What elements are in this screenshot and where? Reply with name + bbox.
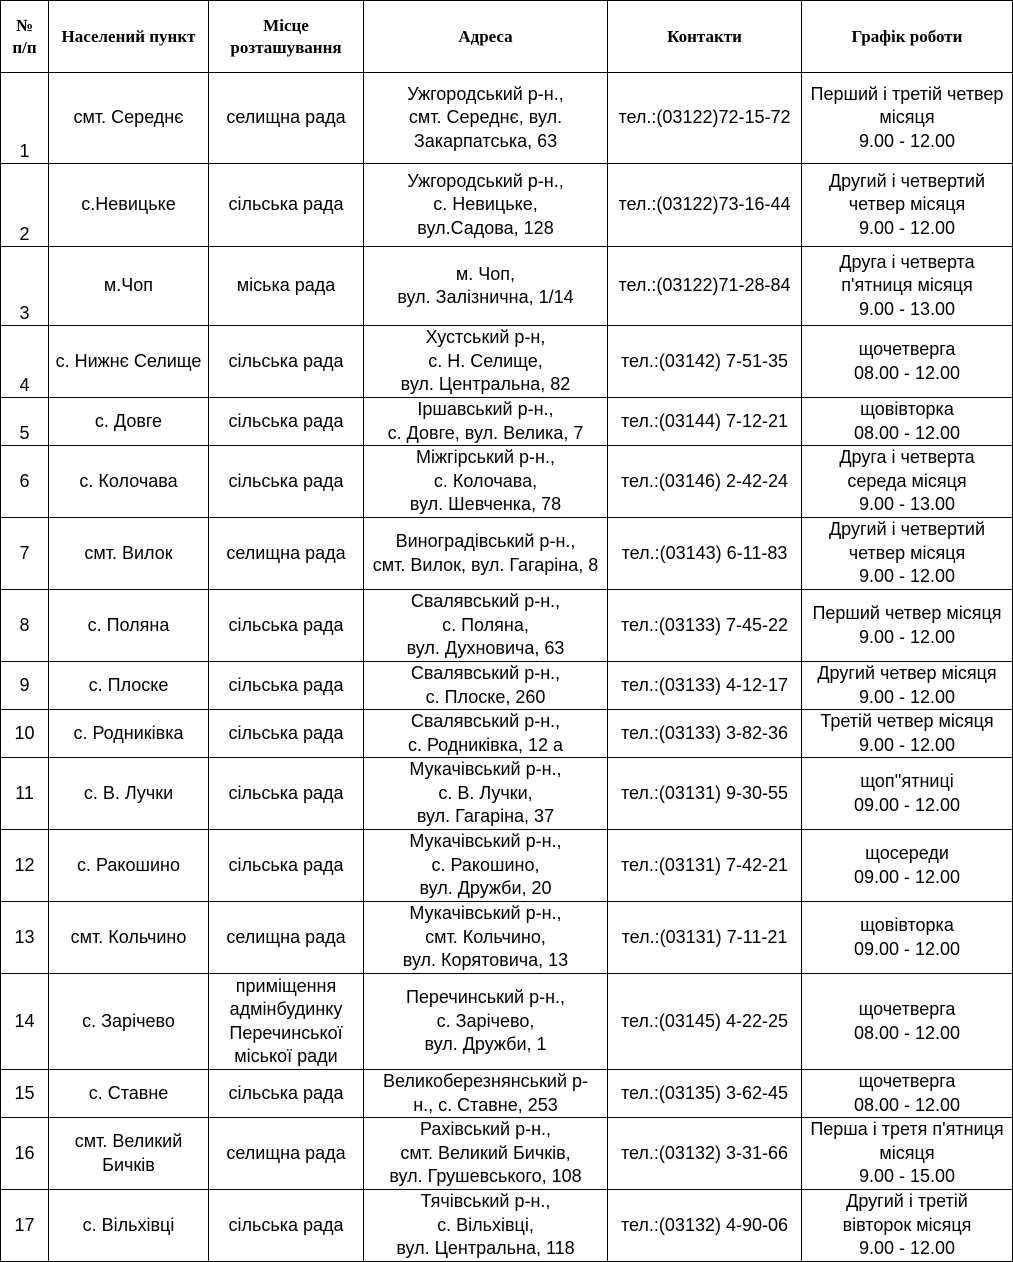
cell-location xyxy=(209,247,364,326)
cell-address xyxy=(364,1118,608,1190)
cell-location xyxy=(209,446,364,518)
contacts-text: тел.:(03132) 4-90-06 xyxy=(620,1214,789,1235)
address-text: м. Чоп, вул. Залізнична, 1/14 xyxy=(397,263,574,307)
address-text: Перечинський р-н., с. Зарічево, вул. Дружби, 1 xyxy=(405,987,566,1055)
cell-address xyxy=(364,590,608,662)
cell-num xyxy=(1,758,49,830)
settlement-text: смт. Середнє xyxy=(73,107,184,128)
cell-schedule xyxy=(802,247,1013,326)
cell-address xyxy=(364,710,608,758)
location-text: сільська рада xyxy=(228,1214,344,1235)
cell-settlement xyxy=(49,326,209,398)
num-text: 7 xyxy=(19,542,30,563)
cell-schedule xyxy=(802,326,1013,398)
location-text: селищна рада xyxy=(226,1142,346,1163)
settlement-text: смт. Кольчино xyxy=(70,926,187,947)
cell-location xyxy=(209,326,364,398)
schedule-text: Друга і четверта середа місяця 9.00 - 13.00 xyxy=(839,447,975,515)
address-text: Хустський р-н, с. Н. Селище, вул. Центральна, 82 xyxy=(400,327,571,395)
table-row xyxy=(1,446,1013,518)
schedule-text: Другий і третій вівторок місяця 9.00 - 12.00 xyxy=(842,1191,972,1259)
cell-address xyxy=(364,1190,608,1262)
cell-contacts xyxy=(608,518,802,590)
cell-num xyxy=(1,518,49,590)
cell-address xyxy=(364,446,608,518)
table-row xyxy=(1,758,1013,830)
schedule-text: Перший і третій четвер місяця 9.00 - 12.00 xyxy=(810,83,1004,151)
cell-settlement xyxy=(49,247,209,326)
cell-settlement xyxy=(49,758,209,830)
settlement-text: с. Вільхівці xyxy=(82,1214,175,1235)
cell-schedule xyxy=(802,830,1013,902)
cell-location xyxy=(209,1118,364,1190)
settlement-text: смт. Вилок xyxy=(84,542,173,563)
cell-contacts xyxy=(608,1118,802,1190)
address-text: Ужгородський р-н., смт. Середнє, вул. Закарпатська, 63 xyxy=(407,83,564,151)
cell-location xyxy=(209,1070,364,1118)
num-text: 14 xyxy=(14,1010,35,1031)
num-text: 9 xyxy=(19,674,30,695)
cell-contacts xyxy=(608,590,802,662)
header-contacts: Контакти xyxy=(608,1,802,73)
settlement-text: с. Поляна xyxy=(87,614,170,635)
cell-location xyxy=(209,974,364,1070)
schedule-text: Перший четвер місяця 9.00 - 12.00 xyxy=(812,603,1002,647)
header-row xyxy=(1,1,1013,73)
cell-num xyxy=(1,590,49,662)
table-row xyxy=(1,247,1013,326)
num-text: 12 xyxy=(14,854,35,875)
contacts-text: тел.:(03122)72-15-72 xyxy=(618,107,791,128)
header-schedule: Графік роботи xyxy=(802,1,1013,73)
contacts-text: тел.:(03143) 6-11-83 xyxy=(621,542,788,563)
cell-address xyxy=(364,662,608,710)
table-row xyxy=(1,518,1013,590)
contacts-text: тел.:(03145) 4-22-25 xyxy=(620,1010,789,1031)
cell-num xyxy=(1,830,49,902)
cell-schedule xyxy=(802,1190,1013,1262)
cell-settlement xyxy=(49,662,209,710)
num-text: 16 xyxy=(14,1142,35,1163)
contacts-text: тел.:(03133) 7-45-22 xyxy=(620,614,789,635)
settlement-text: с. Ракошино xyxy=(77,854,180,875)
header-settlement: Населений пункт xyxy=(49,1,209,73)
address-text: Міжгірський р-н., с. Колочава, вул. Шевченка, 78 xyxy=(409,447,562,515)
cell-num xyxy=(1,247,49,326)
settlement-text: с. Родниківка xyxy=(73,722,184,743)
cell-address xyxy=(364,902,608,974)
settlement-text: с. В. Лучки xyxy=(83,782,174,803)
cell-settlement xyxy=(49,590,209,662)
table-row xyxy=(1,1190,1013,1262)
settlement-text: с. Плоске xyxy=(88,674,169,695)
address-text: Великоберезнянський р- н., с. Ставне, 253 xyxy=(382,1071,589,1115)
contacts-text: тел.:(03144) 7-12-21 xyxy=(620,410,789,431)
location-text: сільська рада xyxy=(228,1082,344,1103)
cell-num xyxy=(1,710,49,758)
num-text: 17 xyxy=(14,1214,35,1235)
settlement-text: с. Нижнє Селище xyxy=(55,350,202,371)
location-text: приміщення адмінбудинку Перечинської міської ради xyxy=(229,975,343,1066)
cell-num xyxy=(1,164,49,247)
cell-contacts xyxy=(608,662,802,710)
num-text: 8 xyxy=(19,614,30,635)
contacts-text: тел.:(03131) 7-11-21 xyxy=(621,926,788,947)
location-text: селищна рада xyxy=(226,107,346,128)
address-text: Мукачівський р-н., с. Ракошино, вул. Дружби, 20 xyxy=(409,831,562,899)
table-row xyxy=(1,1070,1013,1118)
cell-address xyxy=(364,1070,608,1118)
cell-num xyxy=(1,662,49,710)
schedule-text: щовівторка 08.00 - 12.00 xyxy=(853,399,961,443)
cell-num xyxy=(1,398,49,446)
schedule-text: щосереди 09.00 - 12.00 xyxy=(853,843,961,887)
location-text: селищна рада xyxy=(226,542,346,563)
contacts-text: тел.:(03133) 4-12-17 xyxy=(620,674,789,695)
cell-schedule xyxy=(802,758,1013,830)
table-row xyxy=(1,902,1013,974)
schedule-text: щочетверга 08.00 - 12.00 xyxy=(853,339,961,383)
cell-settlement xyxy=(49,1070,209,1118)
cell-location xyxy=(209,398,364,446)
cell-location xyxy=(209,830,364,902)
schedule-text: щочетверга 08.00 - 12.00 xyxy=(853,999,961,1043)
cell-schedule xyxy=(802,1070,1013,1118)
cell-location xyxy=(209,590,364,662)
schedule-text: Другий і четвертий четвер місяця 9.00 - 12.00 xyxy=(828,519,986,587)
schedule-text: Третій четвер місяця 9.00 - 12.00 xyxy=(820,711,994,755)
schedule-text: щоп''ятниці 09.00 - 12.00 xyxy=(853,771,961,815)
num-text: 5 xyxy=(19,422,30,443)
cell-address xyxy=(364,164,608,247)
cell-schedule xyxy=(802,446,1013,518)
location-text: селищна рада xyxy=(226,926,346,947)
schedule-text: щовівторка 09.00 - 12.00 xyxy=(853,915,961,959)
cell-location xyxy=(209,164,364,247)
schedule-text: Друга і четверта п'ятниця місяця 9.00 - 13.00 xyxy=(839,251,975,319)
cell-location xyxy=(209,518,364,590)
location-text: сільська рада xyxy=(228,722,344,743)
header-address: Адреса xyxy=(364,1,608,73)
table-row xyxy=(1,662,1013,710)
address-text: Свалявський р-н., с. Поляна, вул. Духновича, 63 xyxy=(406,591,565,659)
settlement-text: м.Чоп xyxy=(103,275,154,296)
cell-schedule xyxy=(802,164,1013,247)
address-text: Свалявський р-н., с. Плоске, 260 xyxy=(410,663,561,707)
address-text: Іршавський р-н., с. Довге, вул. Велика, 7 xyxy=(387,399,584,443)
cell-location xyxy=(209,1190,364,1262)
address-text: Мукачівський р-н., с. В. Лучки, вул. Гагаріна, 37 xyxy=(409,759,562,827)
table-row xyxy=(1,398,1013,446)
cell-settlement xyxy=(49,518,209,590)
header-location: Місце розташування xyxy=(209,1,364,73)
cell-contacts xyxy=(608,710,802,758)
table-row xyxy=(1,73,1013,164)
location-text: міська рада xyxy=(236,275,336,296)
cell-contacts xyxy=(608,164,802,247)
num-text: 10 xyxy=(14,722,35,743)
cell-address xyxy=(364,974,608,1070)
cell-address xyxy=(364,247,608,326)
location-text: сільська рада xyxy=(228,674,344,695)
cell-schedule xyxy=(802,902,1013,974)
cell-settlement xyxy=(49,974,209,1070)
cell-schedule xyxy=(802,590,1013,662)
table-row xyxy=(1,710,1013,758)
cell-settlement xyxy=(49,164,209,247)
location-text: сільська рада xyxy=(228,350,344,371)
address-text: Мукачівський р-н., смт. Кольчино, вул. Корятовича, 13 xyxy=(402,903,569,971)
table-row xyxy=(1,326,1013,398)
cell-location xyxy=(209,758,364,830)
num-text: 11 xyxy=(15,782,34,803)
location-text: сільська рада xyxy=(228,854,344,875)
cell-location xyxy=(209,73,364,164)
cell-schedule xyxy=(802,398,1013,446)
cell-contacts xyxy=(608,73,802,164)
num-text: 15 xyxy=(14,1082,35,1103)
cell-location xyxy=(209,902,364,974)
num-text: 1 xyxy=(19,140,30,161)
table-row xyxy=(1,1118,1013,1190)
cell-num xyxy=(1,1070,49,1118)
cell-num xyxy=(1,1190,49,1262)
cell-num xyxy=(1,974,49,1070)
address-text: Рахівський р-н., смт. Великий Бичків, вул. Грушевського, 108 xyxy=(389,1119,582,1187)
address-text: Виноградівський р-н., смт. Вилок, вул. Гагаріна, 8 xyxy=(372,531,599,575)
contacts-text: тел.:(03122)73-16-44 xyxy=(618,194,791,215)
cell-schedule xyxy=(802,518,1013,590)
settlement-text: с.Невицьке xyxy=(81,194,176,215)
schedule-text: Перша і третя п'ятниця місяця 9.00 - 15.00 xyxy=(810,1119,1004,1187)
cell-contacts xyxy=(608,446,802,518)
cell-settlement xyxy=(49,1118,209,1190)
settlement-text: с. Довге xyxy=(94,410,163,431)
table-row xyxy=(1,164,1013,247)
num-text: 4 xyxy=(19,374,30,395)
cell-settlement xyxy=(49,446,209,518)
cell-settlement xyxy=(49,830,209,902)
cell-num xyxy=(1,73,49,164)
settlement-text: с. Ставне xyxy=(88,1082,169,1103)
cell-schedule xyxy=(802,73,1013,164)
address-text: Ужгородський р-н., с. Невицьке, вул.Садова, 128 xyxy=(407,170,564,238)
cell-address xyxy=(364,398,608,446)
location-text: сільська рада xyxy=(228,470,344,491)
cell-settlement xyxy=(49,73,209,164)
cell-num xyxy=(1,902,49,974)
schedule-text: Другий четвер місяця 9.00 - 12.00 xyxy=(817,663,997,707)
num-text: 2 xyxy=(19,223,30,244)
cell-settlement xyxy=(49,1190,209,1262)
cell-contacts xyxy=(608,758,802,830)
cell-location xyxy=(209,710,364,758)
contacts-text: тел.:(03122)71-28-84 xyxy=(618,275,791,296)
table-row xyxy=(1,590,1013,662)
header-num: № п/п xyxy=(1,1,49,73)
settlement-text: с. Зарічево xyxy=(82,1010,175,1031)
cell-settlement xyxy=(49,710,209,758)
cell-address xyxy=(364,326,608,398)
cell-address xyxy=(364,518,608,590)
contacts-text: тел.:(03132) 3-31-66 xyxy=(620,1142,789,1163)
contacts-text: тел.:(03131) 9-30-55 xyxy=(620,782,789,803)
num-text: 6 xyxy=(19,470,30,491)
cell-address xyxy=(364,73,608,164)
cell-schedule xyxy=(802,662,1013,710)
address-text: Свалявський р-н., с. Родниківка, 12 а xyxy=(407,711,564,755)
cell-schedule xyxy=(802,710,1013,758)
cell-contacts xyxy=(608,830,802,902)
cell-contacts xyxy=(608,902,802,974)
cell-contacts xyxy=(608,1190,802,1262)
location-text: сільська рада xyxy=(228,782,344,803)
table-row xyxy=(1,974,1013,1070)
cell-location xyxy=(209,662,364,710)
cell-settlement xyxy=(49,398,209,446)
location-text: сільська рада xyxy=(228,194,344,215)
cell-contacts xyxy=(608,974,802,1070)
contacts-text: тел.:(03142) 7-51-35 xyxy=(620,350,789,371)
cell-contacts xyxy=(608,398,802,446)
location-text: сільська рада xyxy=(228,410,344,431)
cell-contacts xyxy=(608,1070,802,1118)
schedule-text: Другий і четвертий четвер місяця 9.00 - 12.00 xyxy=(828,170,986,238)
cell-address xyxy=(364,758,608,830)
location-text: сільська рада xyxy=(228,614,344,635)
cell-num xyxy=(1,326,49,398)
cell-num xyxy=(1,1118,49,1190)
schedule-text: щочетверга 08.00 - 12.00 xyxy=(853,1071,961,1115)
contacts-text: тел.:(03146) 2-42-24 xyxy=(620,470,789,491)
contacts-text: тел.:(03133) 3-82-36 xyxy=(620,722,789,743)
num-text: 13 xyxy=(14,926,35,947)
cell-settlement xyxy=(49,902,209,974)
cell-contacts xyxy=(608,326,802,398)
contacts-text: тел.:(03131) 7-42-21 xyxy=(620,854,789,875)
contacts-text: тел.:(03135) 3-62-45 xyxy=(620,1082,789,1103)
settlement-text: с. Колочава xyxy=(79,470,178,491)
settlement-text: смт. Великий Бичків xyxy=(74,1131,183,1175)
cell-num xyxy=(1,446,49,518)
cell-contacts xyxy=(608,247,802,326)
cell-schedule xyxy=(802,974,1013,1070)
cell-address xyxy=(364,830,608,902)
address-text: Тячівський р-н., с. Вільхівці, вул. Центральна, 118 xyxy=(396,1191,575,1259)
num-text: 3 xyxy=(19,302,30,323)
table-row xyxy=(1,830,1013,902)
cell-schedule xyxy=(802,1118,1013,1190)
